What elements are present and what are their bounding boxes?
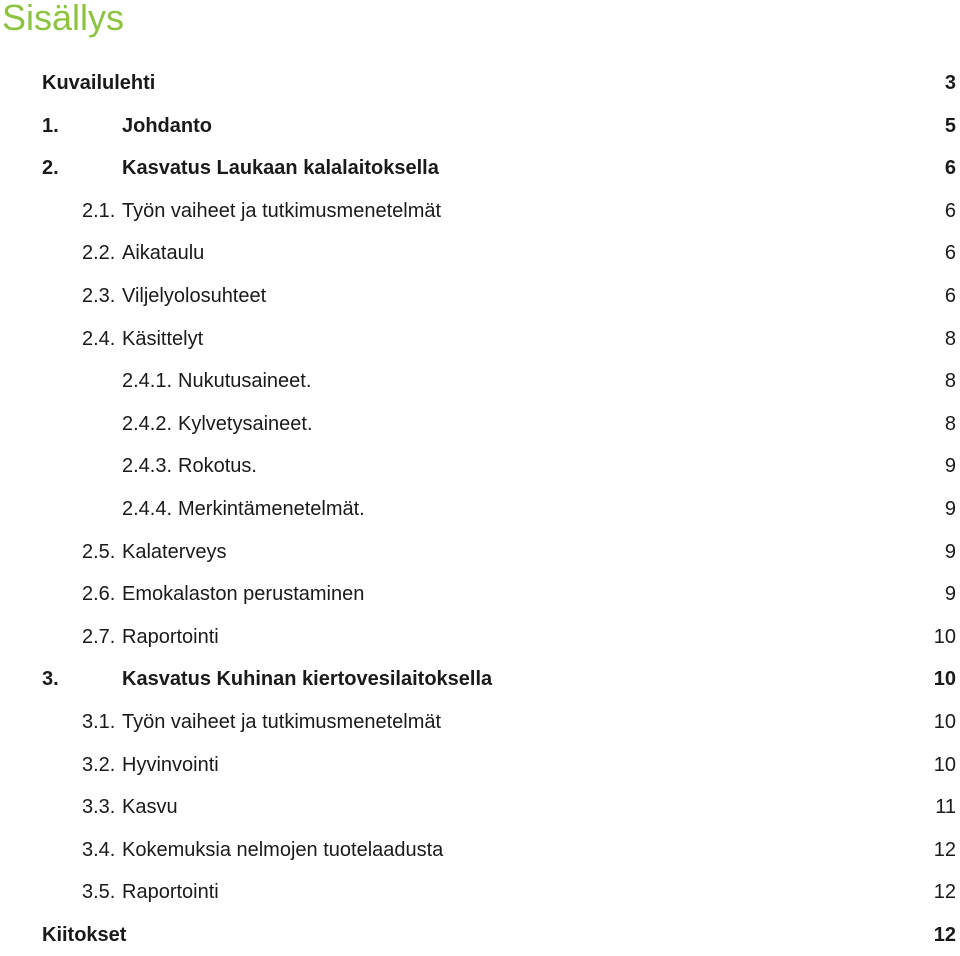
toc-entry-page-number: 10 xyxy=(933,753,956,776)
toc-entry-title: Emokalaston perustaminen xyxy=(122,583,365,606)
toc-entry[interactable] xyxy=(0,275,960,318)
toc-entry-number: 2.1. xyxy=(82,199,116,222)
toc-entry-title: Kasvatus Laukaan kalalaitoksella xyxy=(122,157,439,180)
toc-entry-number: 2.4.4. xyxy=(122,497,173,520)
toc-entry-title: Nukutusaineet. xyxy=(178,370,312,393)
toc-entry-title: Kalaterveys xyxy=(122,540,227,563)
toc-entry-number: 2.3. xyxy=(82,284,116,307)
toc-entry-page-number: 12 xyxy=(933,923,956,946)
toc-entry-number: 3.2. xyxy=(82,753,116,776)
toc-entry[interactable] xyxy=(0,914,960,956)
toc-entry[interactable] xyxy=(0,701,960,744)
toc-entry-title: Hyvinvointi xyxy=(122,753,219,776)
toc-entry-title: Merkintämenetelmät. xyxy=(178,497,365,520)
toc-entry-title: Rokotus. xyxy=(178,455,257,478)
table-of-contents xyxy=(0,62,960,956)
toc-entry-number: 2.6. xyxy=(82,583,116,606)
toc-entry-page-number: 12 xyxy=(933,881,956,904)
toc-entry-page-number: 5 xyxy=(944,114,956,137)
toc-entry-number: 3.5. xyxy=(82,881,116,904)
toc-entry[interactable] xyxy=(0,573,960,616)
toc-entry-number: 2.4.3. xyxy=(122,455,173,478)
toc-entry-page-number: 6 xyxy=(944,157,956,180)
toc-entry-page-number: 8 xyxy=(944,370,956,393)
toc-entry-number: 1. xyxy=(42,114,59,137)
toc-entry-page-number: 6 xyxy=(944,284,956,307)
toc-entry[interactable] xyxy=(0,445,960,488)
toc-entry-number: 2.4. xyxy=(82,327,116,350)
toc-entry-title: Raportointi xyxy=(122,881,219,904)
toc-entry-page-number: 6 xyxy=(944,242,956,265)
toc-entry[interactable] xyxy=(0,616,960,659)
toc-entry[interactable] xyxy=(0,744,960,787)
toc-entry[interactable] xyxy=(0,62,960,105)
toc-entry-title: Työn vaiheet ja tutkimusmenetelmät xyxy=(122,199,442,222)
toc-entry-page-number: 9 xyxy=(944,497,956,520)
toc-entry[interactable] xyxy=(0,531,960,574)
toc-entry-title: Viljelyolosuhteet xyxy=(122,284,267,307)
toc-entry-page-number: 10 xyxy=(933,710,956,733)
toc-entry[interactable] xyxy=(0,360,960,403)
toc-entry[interactable] xyxy=(0,232,960,275)
toc-entry-title: Johdanto xyxy=(122,114,212,137)
toc-entry[interactable] xyxy=(0,658,960,701)
toc-entry-page-number: 6 xyxy=(944,199,956,222)
toc-entry-title: Kiitokset xyxy=(42,923,127,946)
toc-entry[interactable] xyxy=(0,105,960,148)
toc-entry-title: Kasvatus Kuhinan kiertovesilaitoksella xyxy=(122,668,493,691)
toc-entry-number: 3.1. xyxy=(82,710,116,733)
toc-entry[interactable] xyxy=(0,318,960,361)
toc-entry[interactable] xyxy=(0,190,960,233)
toc-entry-page-number: 3 xyxy=(944,72,956,94)
toc-entry-page-number: 8 xyxy=(944,412,956,435)
toc-entry-title: Kylvetysaineet. xyxy=(178,412,313,435)
toc-entry-title: Työn vaiheet ja tutkimusmenetelmät xyxy=(122,710,442,733)
page-title: Sisällys xyxy=(2,0,125,38)
toc-entry-page-number: 12 xyxy=(933,838,956,861)
toc-entry-number: 2.4.1. xyxy=(122,370,173,393)
toc-entry-title: Aikataulu xyxy=(122,242,205,265)
toc-entry-page-number: 10 xyxy=(933,668,956,691)
toc-entry-number: 2.4.2. xyxy=(122,412,173,435)
toc-entry-title: Käsittelyt xyxy=(122,327,204,350)
toc-entry-number: 3. xyxy=(42,668,59,691)
toc-entry-number: 3.4. xyxy=(82,838,116,861)
toc-entry-page-number: 9 xyxy=(944,540,956,563)
toc-entry-number: 3.3. xyxy=(82,796,116,819)
toc-entry[interactable] xyxy=(0,871,960,914)
toc-entry-number: 2.5. xyxy=(82,540,116,563)
toc-entry-number: 2. xyxy=(42,157,59,180)
toc-entry[interactable] xyxy=(0,403,960,446)
toc-entry-title: Kokemuksia nelmojen tuotelaadusta xyxy=(122,838,444,861)
toc-entry[interactable] xyxy=(0,786,960,829)
toc-entry-title: Raportointi xyxy=(122,625,219,648)
toc-entry-page-number: 8 xyxy=(944,327,956,350)
toc-entry[interactable] xyxy=(0,829,960,872)
toc-entry-page-number: 11 xyxy=(935,796,956,819)
toc-entry-page-number: 10 xyxy=(933,625,956,648)
toc-entry-number: 2.2. xyxy=(82,242,116,265)
toc-entry[interactable] xyxy=(0,147,960,190)
toc-entry-title: Kasvu xyxy=(122,796,178,819)
toc-entry-page-number: 9 xyxy=(944,583,956,606)
toc-entry-page-number: 9 xyxy=(944,455,956,478)
toc-entry-number: 2.7. xyxy=(82,625,116,648)
toc-entry-title: Kuvailulehti xyxy=(42,72,156,94)
toc-entry[interactable] xyxy=(0,488,960,531)
